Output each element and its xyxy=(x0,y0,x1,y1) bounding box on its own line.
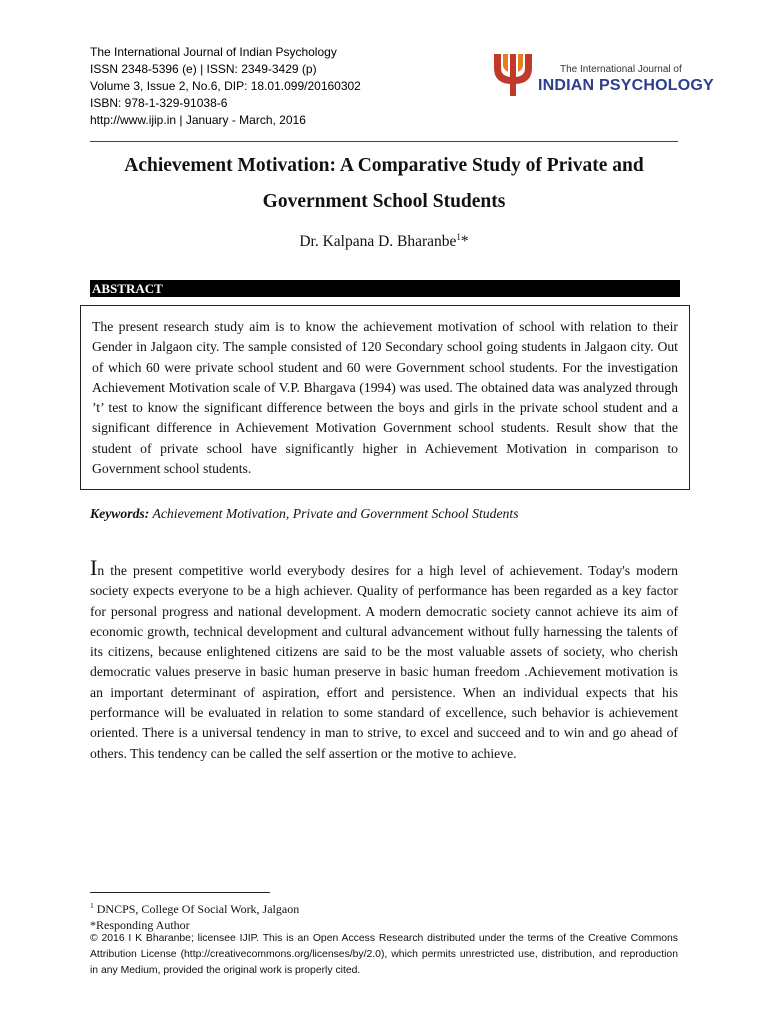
intro-paragraph xyxy=(90,555,678,764)
keywords-text: Achievement Motivation, Private and Government School Students xyxy=(149,506,519,521)
url-date-line[interactable]: http://www.ijip.in | January - March, 2016 xyxy=(90,113,306,127)
keywords-label: Keywords: xyxy=(90,506,150,521)
footnote-mark: 1 xyxy=(90,901,94,910)
abstract-heading: ABSTRACT xyxy=(90,280,680,297)
psi-logo-icon xyxy=(490,50,534,100)
license-notice: © 2016 I K Bharanbe; licensee IJIP. This is an Open Access Research distributed under the terms of the Creative Commons Attribution License (http://creativecommons.org/licenses/by/2.0), which permits unrestricted use, distribution, and reproduction in any Medium, provided the original work is properly cited. xyxy=(90,933,678,976)
journal-name: The International Journal of Indian Psychology xyxy=(90,45,337,59)
author-star: * xyxy=(460,233,469,251)
journal-header xyxy=(90,44,420,129)
footnote-affiliation xyxy=(90,898,678,917)
keywords-line xyxy=(90,506,678,522)
logo-wordmark: INDIAN PSYCHOLOGY xyxy=(538,77,714,94)
issn-line: ISSN 2348-5396 (e) | ISSN: 2349-3429 (p) xyxy=(90,62,317,76)
intro-text: n the present competitive world everybody desires for a high level of achievement. Today's modern society expects everyone to be a high achiever. Quality of performance has been regarded as a key factor for personal progress and national development. A modern democratic society cannot achieve its aim of economic growth, technical development and cultural advancement without fully harnessing the talents of its citizens, because enlightened citizens are said to be the most valuable assets of society, who cherish democratic values preserve in basic human preserve in basic human freedom .Achievement motivation is an important determinant of aspiration, effort and persistence. When an individual expects that his performance will be evaluated in relation to some standard of excellence, such behavior is achievement oriented. There is a universal tendency in man to strive, to excel and succeed and to win and go ahead of others. This tendency can be called the self assertion or the motive to achieve. xyxy=(90,563,678,761)
author-line xyxy=(90,232,678,251)
affiliation-text: DNCPS, College Of Social Work, Jalgaon xyxy=(93,902,300,916)
isbn-line: ISBN: 978-1-329-91038-6 xyxy=(90,96,228,110)
corresponding-author-note: *Responding Author xyxy=(90,918,190,932)
author-name: Dr. Kalpana D. Bharanbe xyxy=(299,233,457,251)
author-footnote-mark: 1 xyxy=(456,232,461,242)
footnotes xyxy=(90,898,678,933)
abstract-text: The present research study aim is to know the achievement motivation of school with relation to their Gender in Jalgaon city. The sample consisted of 120 Secondary school going students in Jalgaon city. Out of which 60 were private school student and 60 were Government school students. For the investigation Achievement Motivation scale of V.P. Bhargava (1994) was used. The obtained data was analyzed through ’t’ test to know the significant difference between the boys and girls in the private school student and a significant difference in Achievement Motivation Government school students. Result show that the student of private school have significantly higher in Achievement Motivation in comparison to Government school students. xyxy=(80,305,690,490)
paper-title: Achievement Motivation: A Comparative Study of Private and Government School Students xyxy=(124,155,644,212)
footnote-divider xyxy=(90,892,270,893)
journal-logo xyxy=(490,50,714,100)
header-divider xyxy=(90,141,678,142)
logo-small-text: The International Journal of xyxy=(560,64,682,75)
drop-cap: I xyxy=(90,555,98,580)
volume-line: Volume 3, Issue 2, No.6, DIP: 18.01.099/20160302 xyxy=(90,79,361,93)
